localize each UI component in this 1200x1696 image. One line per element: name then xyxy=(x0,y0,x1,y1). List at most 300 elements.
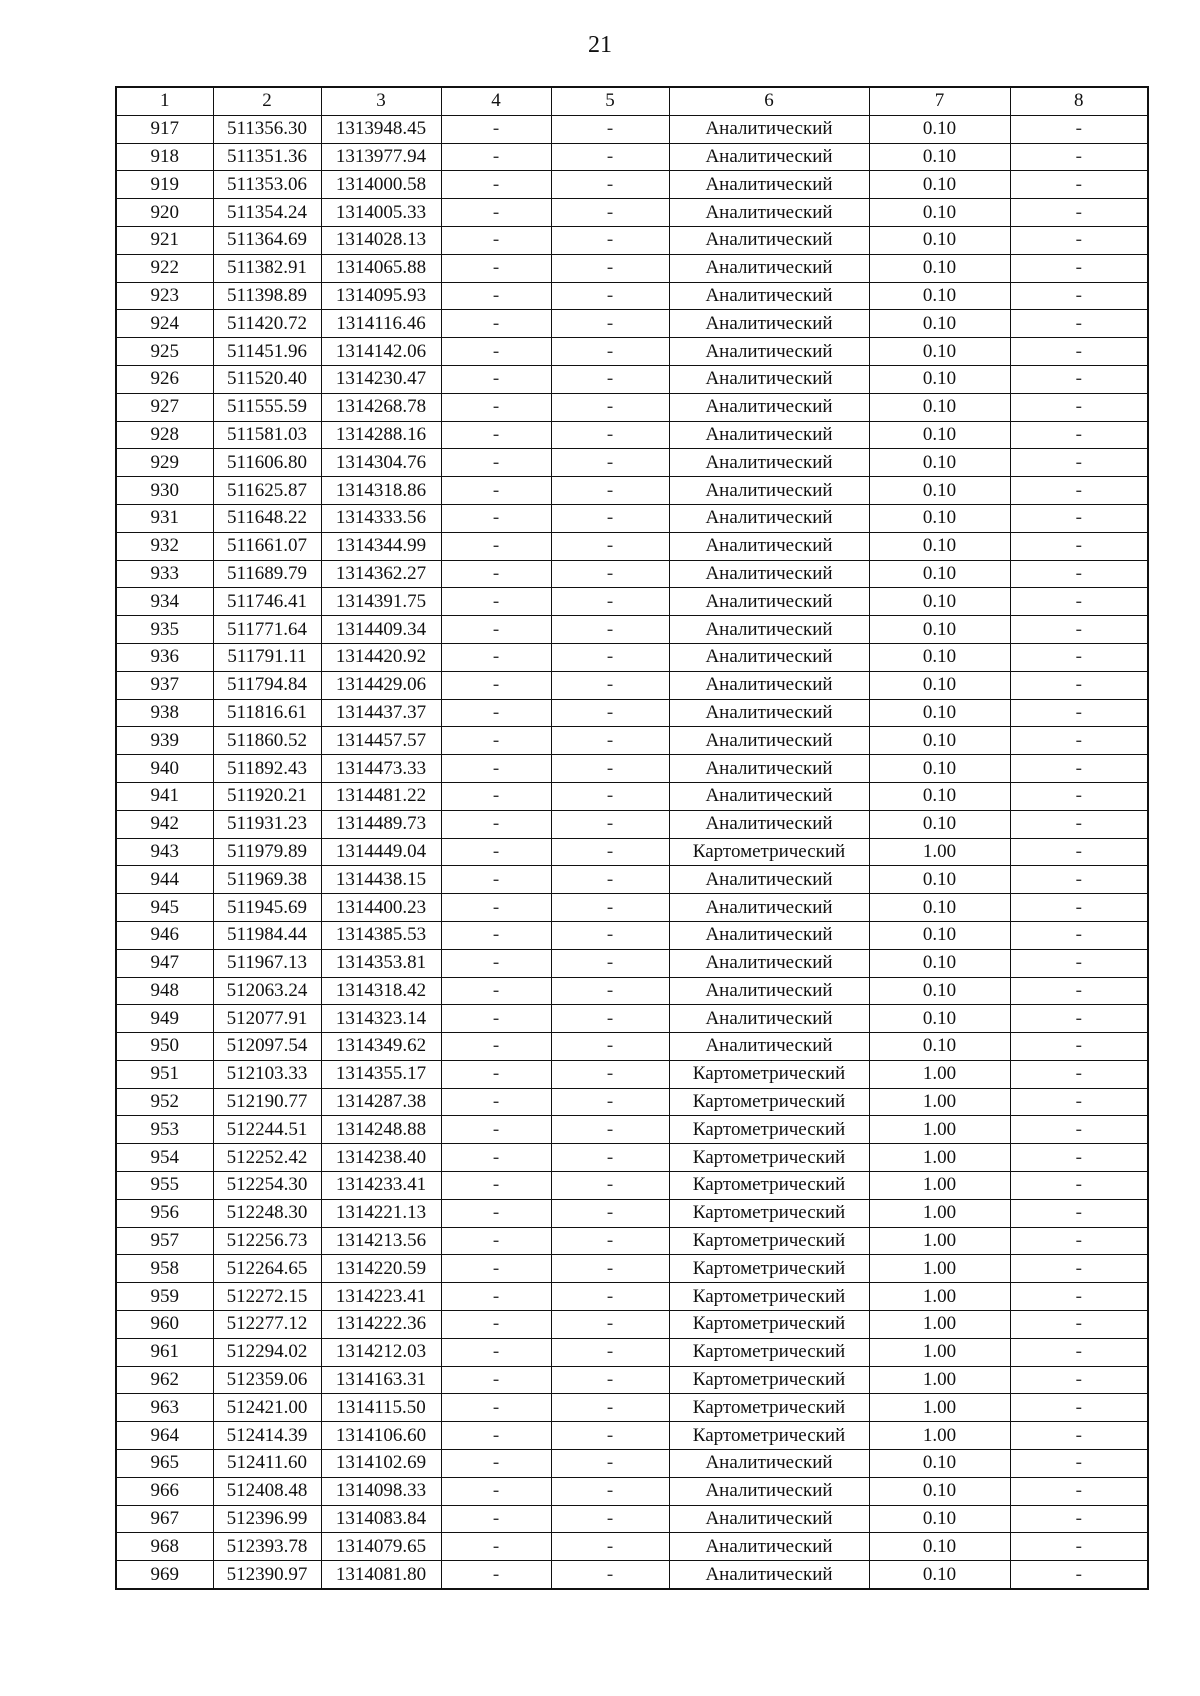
point-number-cell: 953 xyxy=(116,1116,213,1144)
method-cell: Картометрический xyxy=(669,1311,869,1339)
x-coordinate-cell: 512359.06 xyxy=(213,1366,321,1394)
col5-cell: - xyxy=(551,282,669,310)
point-number-cell: 961 xyxy=(116,1338,213,1366)
accuracy-cell: 0.10 xyxy=(869,199,1010,227)
accuracy-cell: 0.10 xyxy=(869,921,1010,949)
table-row xyxy=(116,1561,1148,1589)
col5-cell: - xyxy=(551,727,669,755)
table-row xyxy=(116,949,1148,977)
col4-cell: - xyxy=(441,365,551,393)
table-row xyxy=(116,1199,1148,1227)
point-number-cell: 919 xyxy=(116,171,213,199)
y-coordinate-cell: 1314333.56 xyxy=(321,504,441,532)
y-coordinate-cell: 1314098.33 xyxy=(321,1477,441,1505)
table-row xyxy=(116,449,1148,477)
col4-cell: - xyxy=(441,1450,551,1478)
table-row xyxy=(116,1060,1148,1088)
y-coordinate-cell: 1314079.65 xyxy=(321,1533,441,1561)
method-cell: Аналитический xyxy=(669,115,869,143)
method-cell: Аналитический xyxy=(669,282,869,310)
col4-cell: - xyxy=(441,588,551,616)
table-row xyxy=(116,699,1148,727)
method-cell: Картометрический xyxy=(669,838,869,866)
table-row xyxy=(116,365,1148,393)
col8-cell: - xyxy=(1010,616,1148,644)
y-coordinate-cell: 1314288.16 xyxy=(321,421,441,449)
point-number-cell: 936 xyxy=(116,643,213,671)
col4-cell: - xyxy=(441,755,551,783)
point-number-cell: 929 xyxy=(116,449,213,477)
x-coordinate-cell: 511398.89 xyxy=(213,282,321,310)
col8-cell: - xyxy=(1010,115,1148,143)
page-number: 21 xyxy=(588,32,612,58)
point-number-cell: 941 xyxy=(116,782,213,810)
column-header: 8 xyxy=(1010,87,1148,115)
col5-cell: - xyxy=(551,310,669,338)
col5-cell: - xyxy=(551,782,669,810)
accuracy-cell: 1.00 xyxy=(869,1199,1010,1227)
col8-cell: - xyxy=(1010,1283,1148,1311)
accuracy-cell: 0.10 xyxy=(869,616,1010,644)
point-number-cell: 964 xyxy=(116,1422,213,1450)
col5-cell: - xyxy=(551,365,669,393)
col4-cell: - xyxy=(441,504,551,532)
method-cell: Аналитический xyxy=(669,616,869,644)
table-row xyxy=(116,1005,1148,1033)
col4-cell: - xyxy=(441,866,551,894)
point-number-cell: 922 xyxy=(116,254,213,282)
method-cell: Аналитический xyxy=(669,338,869,366)
col5-cell: - xyxy=(551,1394,669,1422)
col5-cell: - xyxy=(551,894,669,922)
accuracy-cell: 1.00 xyxy=(869,838,1010,866)
col5-cell: - xyxy=(551,1311,669,1339)
table-row xyxy=(116,254,1148,282)
col4-cell: - xyxy=(441,1255,551,1283)
col8-cell: - xyxy=(1010,504,1148,532)
x-coordinate-cell: 511791.11 xyxy=(213,643,321,671)
col4-cell: - xyxy=(441,782,551,810)
col8-cell: - xyxy=(1010,1199,1148,1227)
x-coordinate-cell: 512272.15 xyxy=(213,1283,321,1311)
col4-cell: - xyxy=(441,1033,551,1061)
col4-cell: - xyxy=(441,1533,551,1561)
x-coordinate-cell: 512264.65 xyxy=(213,1255,321,1283)
point-number-cell: 969 xyxy=(116,1561,213,1589)
col4-cell: - xyxy=(441,671,551,699)
method-cell: Аналитический xyxy=(669,949,869,977)
method-cell: Аналитический xyxy=(669,810,869,838)
col5-cell: - xyxy=(551,1450,669,1478)
table-row xyxy=(116,504,1148,532)
x-coordinate-cell: 512414.39 xyxy=(213,1422,321,1450)
method-cell: Аналитический xyxy=(669,1561,869,1589)
point-number-cell: 939 xyxy=(116,727,213,755)
y-coordinate-cell: 1314400.23 xyxy=(321,894,441,922)
point-number-cell: 934 xyxy=(116,588,213,616)
y-coordinate-cell: 1314420.92 xyxy=(321,643,441,671)
accuracy-cell: 1.00 xyxy=(869,1088,1010,1116)
table-row xyxy=(116,532,1148,560)
col5-cell: - xyxy=(551,977,669,1005)
col8-cell: - xyxy=(1010,1060,1148,1088)
point-number-cell: 955 xyxy=(116,1172,213,1200)
col4-cell: - xyxy=(441,421,551,449)
x-coordinate-cell: 511931.23 xyxy=(213,810,321,838)
y-coordinate-cell: 1314318.42 xyxy=(321,977,441,1005)
col4-cell: - xyxy=(441,1199,551,1227)
point-number-cell: 947 xyxy=(116,949,213,977)
y-coordinate-cell: 1314353.81 xyxy=(321,949,441,977)
x-coordinate-cell: 511979.89 xyxy=(213,838,321,866)
y-coordinate-cell: 1314238.40 xyxy=(321,1144,441,1172)
header-row xyxy=(116,87,1148,115)
point-number-cell: 952 xyxy=(116,1088,213,1116)
x-coordinate-cell: 511581.03 xyxy=(213,421,321,449)
point-number-cell: 918 xyxy=(116,143,213,171)
col5-cell: - xyxy=(551,532,669,560)
col8-cell: - xyxy=(1010,310,1148,338)
col8-cell: - xyxy=(1010,921,1148,949)
method-cell: Аналитический xyxy=(669,921,869,949)
y-coordinate-cell: 1314081.80 xyxy=(321,1561,441,1589)
col5-cell: - xyxy=(551,1422,669,1450)
col4-cell: - xyxy=(441,894,551,922)
accuracy-cell: 0.10 xyxy=(869,115,1010,143)
col5-cell: - xyxy=(551,199,669,227)
point-number-cell: 944 xyxy=(116,866,213,894)
x-coordinate-cell: 511771.64 xyxy=(213,616,321,644)
method-cell: Аналитический xyxy=(669,1033,869,1061)
x-coordinate-cell: 512396.99 xyxy=(213,1505,321,1533)
point-number-cell: 926 xyxy=(116,365,213,393)
x-coordinate-cell: 511420.72 xyxy=(213,310,321,338)
col5-cell: - xyxy=(551,1199,669,1227)
col4-cell: - xyxy=(441,199,551,227)
y-coordinate-cell: 1314065.88 xyxy=(321,254,441,282)
x-coordinate-cell: 511356.30 xyxy=(213,115,321,143)
col5-cell: - xyxy=(551,1283,669,1311)
table-row xyxy=(116,782,1148,810)
x-coordinate-cell: 511451.96 xyxy=(213,338,321,366)
y-coordinate-cell: 1314106.60 xyxy=(321,1422,441,1450)
accuracy-cell: 1.00 xyxy=(869,1394,1010,1422)
table-row xyxy=(116,1394,1148,1422)
accuracy-cell: 0.10 xyxy=(869,699,1010,727)
col8-cell: - xyxy=(1010,532,1148,560)
col5-cell: - xyxy=(551,838,669,866)
point-number-cell: 954 xyxy=(116,1144,213,1172)
x-coordinate-cell: 512077.91 xyxy=(213,1005,321,1033)
col8-cell: - xyxy=(1010,1088,1148,1116)
column-header: 7 xyxy=(869,87,1010,115)
col4-cell: - xyxy=(441,1116,551,1144)
point-number-cell: 962 xyxy=(116,1366,213,1394)
method-cell: Аналитический xyxy=(669,894,869,922)
accuracy-cell: 1.00 xyxy=(869,1227,1010,1255)
point-number-cell: 924 xyxy=(116,310,213,338)
col5-cell: - xyxy=(551,226,669,254)
x-coordinate-cell: 512393.78 xyxy=(213,1533,321,1561)
y-coordinate-cell: 1314449.04 xyxy=(321,838,441,866)
col8-cell: - xyxy=(1010,588,1148,616)
point-number-cell: 920 xyxy=(116,199,213,227)
table-row xyxy=(116,143,1148,171)
table-row xyxy=(116,588,1148,616)
col5-cell: - xyxy=(551,755,669,783)
x-coordinate-cell: 512254.30 xyxy=(213,1172,321,1200)
col5-cell: - xyxy=(551,338,669,366)
col5-cell: - xyxy=(551,1477,669,1505)
col8-cell: - xyxy=(1010,1561,1148,1589)
y-coordinate-cell: 1314457.57 xyxy=(321,727,441,755)
method-cell: Картометрический xyxy=(669,1422,869,1450)
y-coordinate-cell: 1314212.03 xyxy=(321,1338,441,1366)
col5-cell: - xyxy=(551,866,669,894)
point-number-cell: 930 xyxy=(116,477,213,505)
col4-cell: - xyxy=(441,1422,551,1450)
accuracy-cell: 1.00 xyxy=(869,1311,1010,1339)
table-row xyxy=(116,1338,1148,1366)
y-coordinate-cell: 1314213.56 xyxy=(321,1227,441,1255)
table-row xyxy=(116,616,1148,644)
point-number-cell: 948 xyxy=(116,977,213,1005)
table-row xyxy=(116,421,1148,449)
x-coordinate-cell: 512421.00 xyxy=(213,1394,321,1422)
accuracy-cell: 0.10 xyxy=(869,1533,1010,1561)
col8-cell: - xyxy=(1010,1172,1148,1200)
method-cell: Картометрический xyxy=(669,1144,869,1172)
col4-cell: - xyxy=(441,727,551,755)
point-number-cell: 963 xyxy=(116,1394,213,1422)
point-number-cell: 938 xyxy=(116,699,213,727)
accuracy-cell: 1.00 xyxy=(869,1338,1010,1366)
accuracy-cell: 0.10 xyxy=(869,338,1010,366)
method-cell: Картометрический xyxy=(669,1172,869,1200)
col4-cell: - xyxy=(441,393,551,421)
col4-cell: - xyxy=(441,338,551,366)
col4-cell: - xyxy=(441,477,551,505)
x-coordinate-cell: 512256.73 xyxy=(213,1227,321,1255)
col4-cell: - xyxy=(441,310,551,338)
y-coordinate-cell: 1314083.84 xyxy=(321,1505,441,1533)
col4-cell: - xyxy=(441,1227,551,1255)
col4-cell: - xyxy=(441,699,551,727)
point-number-cell: 943 xyxy=(116,838,213,866)
method-cell: Картометрический xyxy=(669,1060,869,1088)
column-header: 2 xyxy=(213,87,321,115)
method-cell: Картометрический xyxy=(669,1338,869,1366)
method-cell: Аналитический xyxy=(669,1533,869,1561)
col8-cell: - xyxy=(1010,894,1148,922)
col5-cell: - xyxy=(551,115,669,143)
col8-cell: - xyxy=(1010,977,1148,1005)
accuracy-cell: 0.10 xyxy=(869,171,1010,199)
col8-cell: - xyxy=(1010,1450,1148,1478)
col5-cell: - xyxy=(551,560,669,588)
method-cell: Аналитический xyxy=(669,199,869,227)
table-row xyxy=(116,810,1148,838)
col4-cell: - xyxy=(441,643,551,671)
point-number-cell: 966 xyxy=(116,1477,213,1505)
accuracy-cell: 0.10 xyxy=(869,1477,1010,1505)
y-coordinate-cell: 1313948.45 xyxy=(321,115,441,143)
col4-cell: - xyxy=(441,1144,551,1172)
accuracy-cell: 0.10 xyxy=(869,894,1010,922)
method-cell: Аналитический xyxy=(669,643,869,671)
col4-cell: - xyxy=(441,532,551,560)
method-cell: Аналитический xyxy=(669,1505,869,1533)
x-coordinate-cell: 511984.44 xyxy=(213,921,321,949)
y-coordinate-cell: 1314362.27 xyxy=(321,560,441,588)
table-row xyxy=(116,310,1148,338)
col8-cell: - xyxy=(1010,254,1148,282)
x-coordinate-cell: 511648.22 xyxy=(213,504,321,532)
col4-cell: - xyxy=(441,282,551,310)
col4-cell: - xyxy=(441,921,551,949)
col8-cell: - xyxy=(1010,282,1148,310)
accuracy-cell: 0.10 xyxy=(869,421,1010,449)
col4-cell: - xyxy=(441,1172,551,1200)
method-cell: Аналитический xyxy=(669,477,869,505)
table-row xyxy=(116,1255,1148,1283)
x-coordinate-cell: 512190.77 xyxy=(213,1088,321,1116)
col5-cell: - xyxy=(551,393,669,421)
method-cell: Аналитический xyxy=(669,143,869,171)
x-coordinate-cell: 511382.91 xyxy=(213,254,321,282)
col4-cell: - xyxy=(441,977,551,1005)
method-cell: Аналитический xyxy=(669,1450,869,1478)
method-cell: Аналитический xyxy=(669,365,869,393)
point-number-cell: 951 xyxy=(116,1060,213,1088)
col5-cell: - xyxy=(551,1338,669,1366)
col8-cell: - xyxy=(1010,755,1148,783)
col8-cell: - xyxy=(1010,1422,1148,1450)
col8-cell: - xyxy=(1010,838,1148,866)
column-header: 3 xyxy=(321,87,441,115)
col5-cell: - xyxy=(551,1088,669,1116)
table-row xyxy=(116,1227,1148,1255)
accuracy-cell: 0.10 xyxy=(869,671,1010,699)
accuracy-cell: 0.10 xyxy=(869,727,1010,755)
col8-cell: - xyxy=(1010,1338,1148,1366)
method-cell: Аналитический xyxy=(669,560,869,588)
y-coordinate-cell: 1314222.36 xyxy=(321,1311,441,1339)
x-coordinate-cell: 511555.59 xyxy=(213,393,321,421)
method-cell: Аналитический xyxy=(669,866,869,894)
col5-cell: - xyxy=(551,671,669,699)
col4-cell: - xyxy=(441,171,551,199)
x-coordinate-cell: 512411.60 xyxy=(213,1450,321,1478)
col5-cell: - xyxy=(551,643,669,671)
table-row xyxy=(116,1533,1148,1561)
column-header: 1 xyxy=(116,87,213,115)
point-number-cell: 917 xyxy=(116,115,213,143)
table-row xyxy=(116,393,1148,421)
table-row xyxy=(116,1033,1148,1061)
y-coordinate-cell: 1314005.33 xyxy=(321,199,441,227)
col5-cell: - xyxy=(551,1116,669,1144)
x-coordinate-cell: 511967.13 xyxy=(213,949,321,977)
accuracy-cell: 0.10 xyxy=(869,143,1010,171)
col8-cell: - xyxy=(1010,449,1148,477)
col8-cell: - xyxy=(1010,699,1148,727)
col8-cell: - xyxy=(1010,1477,1148,1505)
col5-cell: - xyxy=(551,171,669,199)
point-number-cell: 940 xyxy=(116,755,213,783)
column-header: 6 xyxy=(669,87,869,115)
col5-cell: - xyxy=(551,1060,669,1088)
point-number-cell: 950 xyxy=(116,1033,213,1061)
accuracy-cell: 0.10 xyxy=(869,1505,1010,1533)
method-cell: Картометрический xyxy=(669,1227,869,1255)
col4-cell: - xyxy=(441,1477,551,1505)
col5-cell: - xyxy=(551,143,669,171)
method-cell: Картометрический xyxy=(669,1255,869,1283)
y-coordinate-cell: 1314287.38 xyxy=(321,1088,441,1116)
table-row xyxy=(116,1116,1148,1144)
x-coordinate-cell: 511606.80 xyxy=(213,449,321,477)
col8-cell: - xyxy=(1010,1033,1148,1061)
method-cell: Картометрический xyxy=(669,1394,869,1422)
y-coordinate-cell: 1314028.13 xyxy=(321,226,441,254)
col8-cell: - xyxy=(1010,393,1148,421)
y-coordinate-cell: 1314102.69 xyxy=(321,1450,441,1478)
col5-cell: - xyxy=(551,921,669,949)
x-coordinate-cell: 511354.24 xyxy=(213,199,321,227)
col4-cell: - xyxy=(441,254,551,282)
col4-cell: - xyxy=(441,1394,551,1422)
point-number-cell: 968 xyxy=(116,1533,213,1561)
table-row xyxy=(116,1283,1148,1311)
y-coordinate-cell: 1314438.15 xyxy=(321,866,441,894)
y-coordinate-cell: 1314481.22 xyxy=(321,782,441,810)
col5-cell: - xyxy=(551,1366,669,1394)
col8-cell: - xyxy=(1010,643,1148,671)
col5-cell: - xyxy=(551,1533,669,1561)
table-row xyxy=(116,1172,1148,1200)
point-number-cell: 946 xyxy=(116,921,213,949)
accuracy-cell: 1.00 xyxy=(869,1172,1010,1200)
method-cell: Картометрический xyxy=(669,1116,869,1144)
table-row xyxy=(116,894,1148,922)
col8-cell: - xyxy=(1010,421,1148,449)
x-coordinate-cell: 511689.79 xyxy=(213,560,321,588)
x-coordinate-cell: 511520.40 xyxy=(213,365,321,393)
col5-cell: - xyxy=(551,1144,669,1172)
accuracy-cell: 1.00 xyxy=(869,1422,1010,1450)
accuracy-cell: 0.10 xyxy=(869,365,1010,393)
col8-cell: - xyxy=(1010,782,1148,810)
method-cell: Картометрический xyxy=(669,1088,869,1116)
col8-cell: - xyxy=(1010,1116,1148,1144)
col5-cell: - xyxy=(551,1172,669,1200)
method-cell: Аналитический xyxy=(669,671,869,699)
table-row xyxy=(116,643,1148,671)
accuracy-cell: 0.10 xyxy=(869,1033,1010,1061)
col5-cell: - xyxy=(551,1033,669,1061)
method-cell: Аналитический xyxy=(669,532,869,560)
table-body xyxy=(116,115,1148,1589)
y-coordinate-cell: 1314000.58 xyxy=(321,171,441,199)
x-coordinate-cell: 511661.07 xyxy=(213,532,321,560)
col4-cell: - xyxy=(441,115,551,143)
x-coordinate-cell: 512277.12 xyxy=(213,1311,321,1339)
y-coordinate-cell: 1314116.46 xyxy=(321,310,441,338)
accuracy-cell: 0.10 xyxy=(869,532,1010,560)
method-cell: Аналитический xyxy=(669,782,869,810)
col8-cell: - xyxy=(1010,226,1148,254)
